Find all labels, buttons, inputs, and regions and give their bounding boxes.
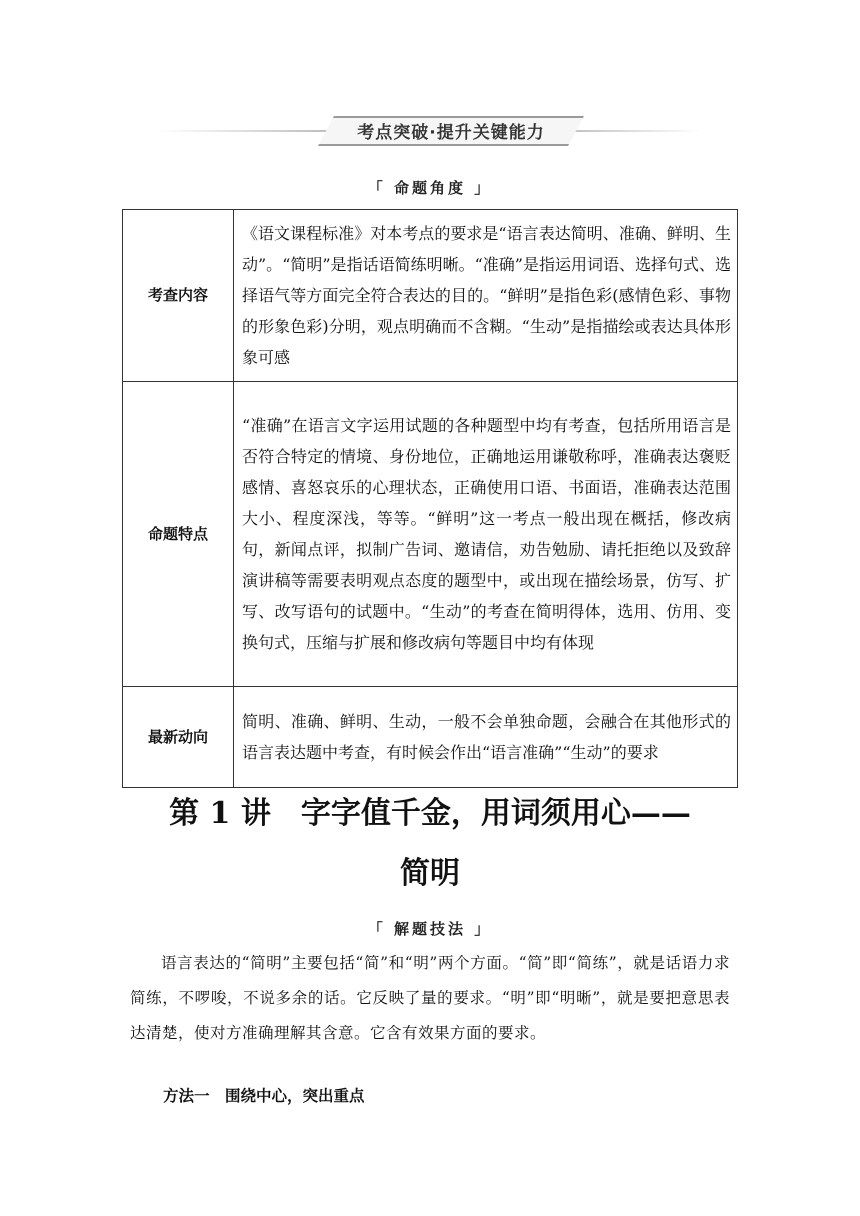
row-body: 简明、准确、鲜明、生动，一般不会单独命题，会融合在其他形式的语言表达题中考查，有时候会作出“语言准确”“生动”的要求 bbox=[234, 687, 738, 788]
banner-line-right bbox=[562, 130, 702, 132]
body-paragraph: 语言表达的“简明”主要包括“简”和“明”两个方面。“简”即“简练”，就是话语力求简练，不啰唆，不说多余的话。它反映了量的要求。“明”即“明晰”，就是要把意思表达清楚，使对方准确理解其含意。它含有效果方面的要求。 bbox=[130, 954, 730, 1042]
banner-line-left bbox=[158, 130, 328, 132]
lesson-title-line1: 第 1 讲 字字值千金，用词须用心—— bbox=[169, 796, 691, 831]
table-row bbox=[123, 687, 738, 788]
section-label-mingti: 「 命题角度 」 bbox=[367, 179, 493, 197]
section-banner bbox=[150, 114, 710, 148]
lesson-title-line2: 简明 bbox=[400, 856, 460, 891]
row-head: 最新动向 bbox=[123, 687, 234, 788]
banner-title: 考点突破·提升关键能力 bbox=[357, 123, 545, 143]
row-body: 《语文课程标准》对本考点的要求是“语言表达简明、准确、鲜明、生动”。“简明”是指话语简练明晰。“准确”是指运用词语、选择句式、选择语气等方面完全符合表达的目的。“鲜明”是指色彩(感情色彩、事物的形象色彩)分明，观点明确而不含糊。“生动”是指描绘或表达具体形象可感 bbox=[234, 210, 738, 382]
table-row bbox=[123, 382, 738, 687]
row-head: 考查内容 bbox=[123, 210, 234, 382]
row-head: 命题特点 bbox=[123, 382, 234, 687]
table-row bbox=[123, 210, 738, 382]
method-heading: 方法一 围绕中心，突出重点 bbox=[163, 1087, 365, 1105]
section-label-jieti: 「 解题技法 」 bbox=[367, 920, 493, 938]
exam-info-table bbox=[122, 209, 738, 788]
row-body: “准确”在语言文字运用试题的各种题型中均有考查，包括所用语言是否符合特定的情境、身份地位，正确地运用谦敬称呼，准确表达褒贬感情、喜怒哀乐的心理状态，正确使用口语、书面语，准确表达范围大小、程度深浅，等等。“鲜明”这一考点一般出现在概括，修改病句，新闻点评，拟制广告词、邀请信，劝告勉励、请托拒绝以及致辞演讲稿等需要表明观点态度的题型中，或出现在描绘场景，仿写、扩写、改写语句的试题中。“生动”的考查在简明得体，选用、仿用、变换句式，压缩与扩展和修改病句等题目中均有体现 bbox=[234, 382, 738, 687]
